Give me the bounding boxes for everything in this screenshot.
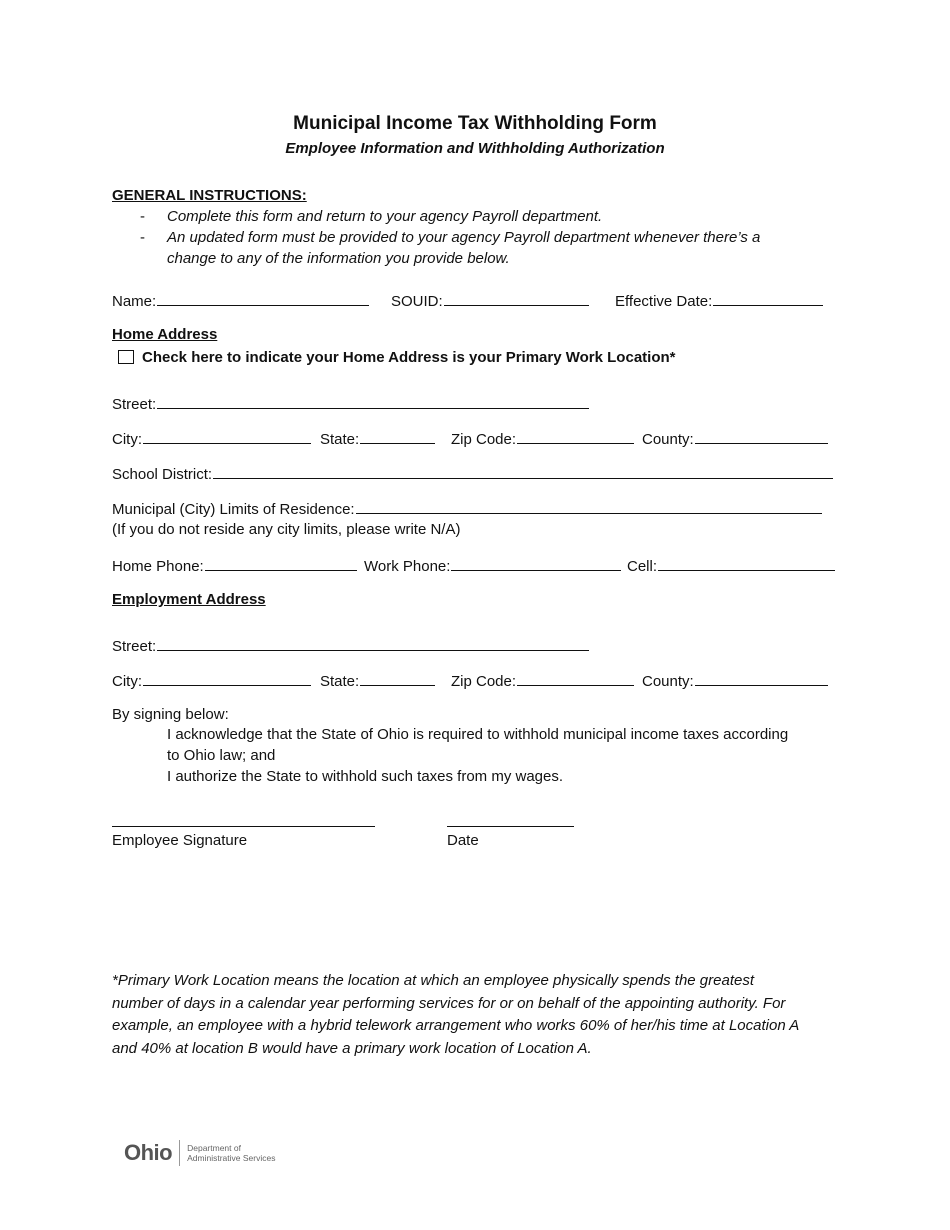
employment-county-field[interactable] [642,671,828,690]
logo-divider [179,1140,180,1166]
employment-county-blank[interactable] [695,671,828,686]
signature-line[interactable] [112,826,375,827]
home-state-label: State: [320,431,360,448]
cell-field[interactable] [627,556,835,575]
municipal-limits-label: Municipal (City) Limits of Residence: [112,501,355,518]
home-state-blank[interactable] [360,429,435,444]
signing-intro: By signing below: [112,706,229,723]
home-city-blank[interactable] [143,429,311,444]
home-city-label: City: [112,431,142,448]
home-street-label: Street: [112,396,157,413]
bullet-dash: - [140,229,145,246]
logo-dept-line: Department of [187,1143,241,1153]
footnote-line: number of days in a calendar year performing services for or on behalf of the appointing authority. For [112,994,786,1012]
signing-acknowledge-line: I acknowledge that the State of Ohio is required to withhold municipal income taxes according [167,726,789,743]
signature-label: Employee Signature [112,832,248,849]
municipal-limits-blank[interactable] [356,499,822,514]
ohio-wordmark: Ohio [124,1140,173,1165]
employment-state-blank[interactable] [360,671,435,686]
employment-zip-blank[interactable] [517,671,634,686]
employment-county-label: County: [642,673,694,690]
home-city-field[interactable] [112,429,311,448]
date-label: Date [447,832,479,849]
instruction-item: Complete this form and return to your agency Payroll department. [167,208,603,225]
municipal-limits-field[interactable] [112,499,822,518]
home-street-field[interactable] [112,394,589,413]
home-zip-blank[interactable] [517,429,634,444]
date-line[interactable] [447,826,574,827]
employment-state-label: State: [320,673,360,690]
logo-dept-line: Administrative Services [187,1153,276,1163]
primary-work-location-label: Check here to indicate your Home Address is your Primary Work Location* [142,349,676,366]
school-district-label: School District: [112,466,213,483]
ohio-das-logo [124,1140,275,1166]
logo-department [187,1143,275,1163]
signing-authorize-line: I authorize the State to withhold such taxes from my wages. [167,768,564,785]
home-county-blank[interactable] [695,429,828,444]
souid-blank[interactable] [444,291,589,306]
footnote [112,970,842,1060]
municipal-note: (If you do not reside any city limits, please write N/A) [112,521,461,538]
footnote-line: and 40% at location B would have a primary work location of Location A. [112,1039,592,1057]
effective-date-field[interactable] [615,291,823,310]
home-county-field[interactable] [642,429,828,448]
employment-zip-label: Zip Code: [451,673,517,690]
form-subtitle: Employee Information and Withholding Authorization [285,140,665,157]
instruction-item: change to any of the information you provide below. [167,250,510,267]
employment-city-blank[interactable] [143,671,311,686]
name-label: Name: [112,293,157,310]
cell-label: Cell: [627,558,658,575]
home-zip-field[interactable] [451,429,634,448]
work-phone-field[interactable] [364,556,621,575]
work-phone-blank[interactable] [451,556,621,571]
bullet-dash: - [140,208,145,225]
home-address-heading: Home Address [112,326,218,343]
effective-date-label: Effective Date: [615,293,713,310]
form-title: Municipal Income Tax Withholding Form [293,113,657,134]
home-street-blank[interactable] [157,394,589,409]
souid-field[interactable] [391,291,589,310]
work-phone-label: Work Phone: [364,558,451,575]
employment-city-label: City: [112,673,142,690]
home-phone-blank[interactable] [205,556,357,571]
employment-zip-field[interactable] [451,671,634,690]
school-district-blank[interactable] [213,464,833,479]
home-zip-label: Zip Code: [451,431,517,448]
employment-street-blank[interactable] [157,636,589,651]
footnote-line: example, an employee with a hybrid telework arrangement who works 60% of her/his time at Location A [112,1017,800,1034]
instructions-heading: GENERAL INSTRUCTIONS: [112,187,307,204]
name-field[interactable] [112,291,369,310]
home-phone-label: Home Phone: [112,558,204,575]
signing-acknowledge-line-cont: to Ohio law; and [167,747,276,764]
effective-date-blank[interactable] [713,291,823,306]
employment-street-label: Street: [112,638,157,655]
primary-work-location-checkbox[interactable] [118,350,134,364]
employment-address-heading: Employment Address [112,591,266,608]
home-phone-field[interactable] [112,556,357,575]
school-district-field[interactable] [112,464,833,483]
employment-state-field[interactable] [320,671,435,690]
footnote-line: *Primary Work Location means the location at which an employee physically spends the greatest [112,972,754,989]
home-county-label: County: [642,431,694,448]
cell-blank[interactable] [658,556,835,571]
home-state-field[interactable] [320,429,435,448]
employment-street-field[interactable] [112,636,589,655]
souid-label: SOUID: [391,293,443,310]
employment-city-field[interactable] [112,671,311,690]
instruction-item: An updated form must be provided to your agency Payroll department whenever there’s a [167,229,761,246]
name-blank[interactable] [157,291,369,306]
